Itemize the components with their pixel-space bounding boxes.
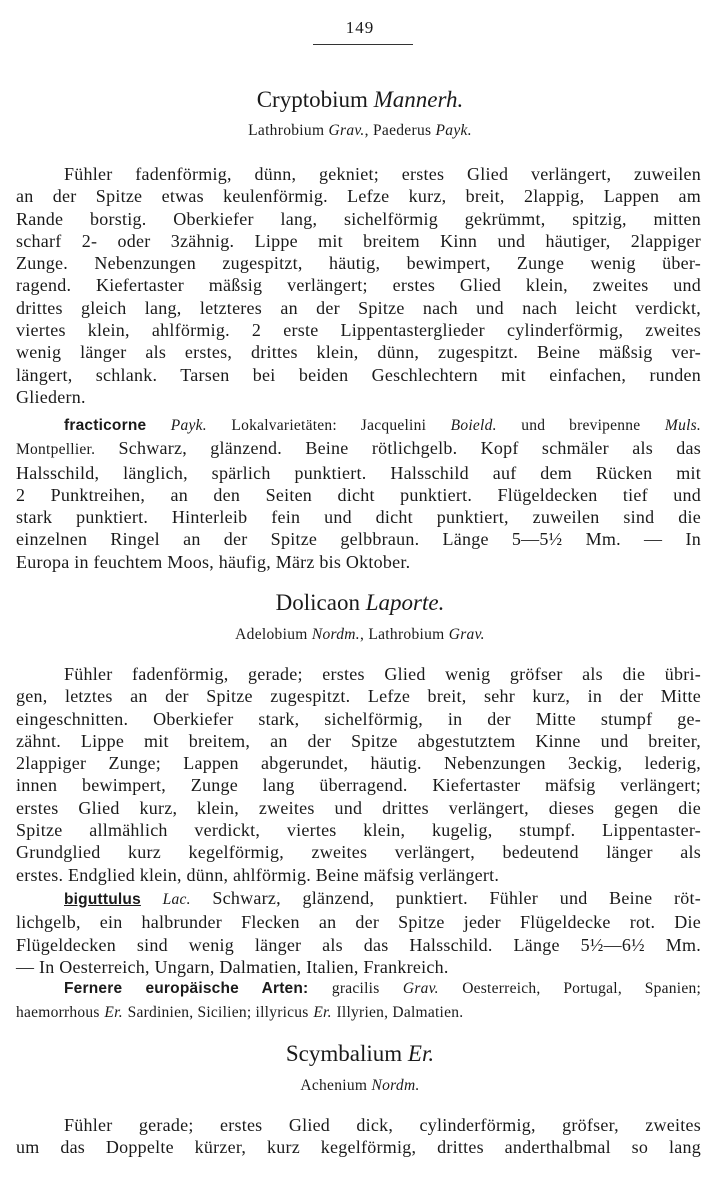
genus-heading-scymbalium [0, 1040, 720, 1068]
text-line: Gliedern. [16, 386, 86, 407]
text-line: — In Oesterreich, Ungarn, Dalmatien, Italien, Frankreich. [16, 956, 449, 977]
text-line: Europa in feuchtem Moos, häufig, März bis Oktober. [16, 551, 411, 572]
further-species-label: Fernere europäische Arten: [64, 980, 309, 997]
header-rule [313, 44, 413, 45]
page-number: 149 [345, 18, 375, 37]
text-line: an der Spitze etwas keulenförmig. Lefze kurz, breit, 2lappig, Lappen am [16, 186, 701, 207]
text-line: Grundglied kurz kegelförmig, zweites verlängert, bedeutend länger als [16, 842, 701, 863]
genus-synonyms: Achenium Nordm. [300, 1077, 420, 1094]
text-line: wenig länger als erstes, drittes klein, dünn, zugespitzt. Beine mäßsig ver- [16, 342, 701, 363]
further-species-line: haemorrhous Er. Sardinien, Sicilien; illyricus Er. Illyrien, Dalmatien. [16, 1004, 464, 1022]
genus-description-cryptobium [16, 163, 701, 408]
text-line: gen, letztes an der Spitze zugespitzt. Lefze breit, sehr kurz, in der Mitte [16, 686, 701, 707]
species-entry-fracticorne [16, 413, 701, 573]
text-line: 2lappiger Zunge; Lappen abgerundet, häutig. Nebenzungen 3eckig, lederig, [16, 753, 701, 774]
text-line: zähnt. Lippe mit breitem, an der Spitze abgestutztem Kinne und breiter, [16, 730, 701, 751]
text-line: Halsschild, länglich, spärlich punktiert. Halsschild auf dem Rücken mit [16, 462, 701, 483]
genus-description-dolicaon [16, 663, 701, 886]
text-line: Zunge. Nebenzungen zugespitzt, häutig, bewimpert, Zunge wenig über- [16, 253, 701, 274]
text-line: scharf 2- oder 3zähnig. Lippe mit breitem Kinn und häutiger, 2lappiger [16, 230, 701, 251]
genus-heading-dolicaon [0, 589, 720, 617]
species-head-line: fracticorne Payk. Lokalvarietäten: Jacquelini Boield. und brevipenne Muls. [64, 417, 702, 434]
text-line: erstes Glied kurz, klein, zweites und drittes verlängert, dieses gegen die [16, 797, 701, 818]
text-line: innen bewimpert, Zunge lang überragend. Kiefertaster mäfsig verlängert; [16, 775, 701, 796]
text-line: lichgelb, ein halbrunder Flecken an der Spitze jeder Flügeldecke rot. Die [16, 912, 701, 933]
text-line: längert, schlank. Tarsen bei beiden Geschlechtern mit einfachen, runden [16, 364, 701, 385]
further-species-dolicaon [16, 976, 701, 1025]
species-name: fracticorne [64, 417, 147, 434]
text-line: Fühler gerade; erstes Glied dick, cylinderförmig, gröfser, zweites [64, 1115, 701, 1135]
text-line: Flügeldecken sind wenig länger als das Halsschild. Länge 5½—6½ Mm. [16, 934, 701, 955]
genus-name: Scymbalium [285, 1041, 403, 1066]
species-name: biguttulus [64, 891, 141, 908]
genus-heading-cryptobium [0, 86, 720, 114]
species-author: Lac. [162, 891, 191, 908]
genus-name: Dolicaon [275, 590, 360, 615]
text-line: Fühler fadenförmig, gerade; erstes Glied wenig gröfser als die übri- [64, 664, 701, 684]
species-head-line: biguttulus Lac. Schwarz, glänzend, punktiert. Fühler und Beine röt- [64, 888, 702, 908]
genus-author: Laporte. [365, 590, 445, 615]
genus-name: Cryptobium [256, 87, 368, 112]
text-line: ragend. Kiefertaster mäßsig verlängert; erstes Glied klein, zweites und [16, 275, 701, 296]
text-line: Rande borstig. Oberkiefer lang, sichelförmig gekrümmt, spitzig, mitten [16, 208, 701, 229]
text-line: drittes gleich lang, letzteres an der Spitze nach und nach leicht verdickt, [16, 297, 701, 318]
text-line: Fühler fadenförmig, dünn, gekniet; erstes Glied verlängert, zuweilen [64, 164, 701, 184]
species-author: Payk. [170, 417, 207, 434]
genus-description-scymbalium [16, 1114, 701, 1159]
text-line: Montpellier. Schwarz, glänzend. Beine rötlichgelb. Kopf schmäler als das [16, 438, 702, 459]
further-species-line: Fernere europäische Arten: gracilis Grav. Oesterreich, Portugal, Spanien; [64, 980, 702, 997]
text-line: viertes klein, ahlförmig. 2 erste Lippentasterglieder cylinderförmig, zweites [16, 320, 701, 341]
genus-synonyms: Lathrobium Grav., Paederus Payk. [248, 122, 472, 139]
text-line: einzelnen Ringel an der Spitze gelbbraun. Länge 5—5½ Mm. — In [16, 529, 701, 550]
text-line: 2 Punktreihen, an den Seiten dicht punktiert. Flügeldecken tief und [16, 484, 701, 505]
species-entry-biguttulus [16, 887, 701, 978]
genus-author: Er. [407, 1041, 435, 1066]
text-line: erstes. Endglied klein, dünn, ahlförmig. Beine mäfsig verlängert. [16, 864, 500, 885]
text-line: eingeschnitten. Oberkiefer stark, sichelförmig, in der Mitte stumpf ge- [16, 708, 701, 729]
genus-synonyms: Adelobium Nordm., Lathrobium Grav. [235, 626, 485, 643]
text-line: Spitze allmählich verdickt, viertes klein, kugelig, stumpf. Lippentaster- [16, 820, 701, 841]
text-line: stark punktiert. Hinterleib fein und dicht punktiert, zuweilen sind die [16, 507, 701, 528]
genus-author: Mannerh. [373, 87, 464, 112]
text-line: um das Doppelte kürzer, kurz kegelförmig, drittes anderthalbmal so lang [16, 1137, 701, 1158]
